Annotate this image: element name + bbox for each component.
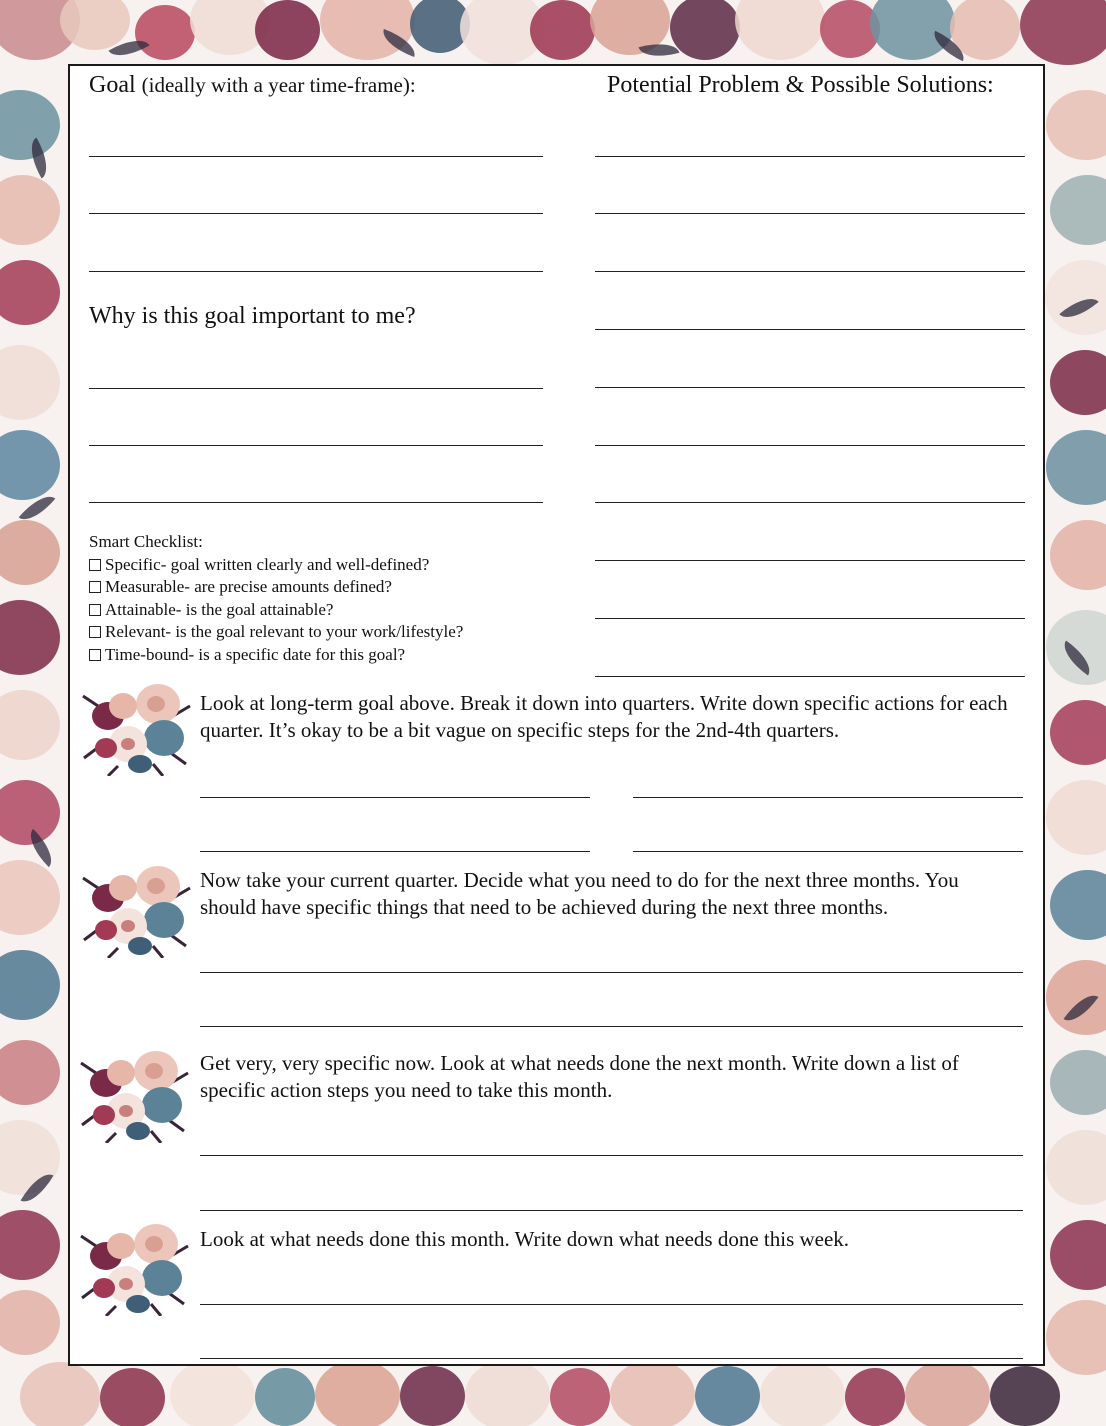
checklist-item-label: Time-bound- is a specific date for this goal?	[105, 644, 406, 664]
quarter-line[interactable]	[633, 797, 1023, 798]
why-heading: Why is this goal important to me?	[89, 303, 416, 329]
step-2-instruction: Now take your current quarter. Decide what you need to do for the next three months. You should have specific things that need to be achieved during the next three months.	[200, 868, 959, 919]
worksheet-page	[68, 64, 1045, 1366]
goal-line[interactable]	[89, 271, 543, 272]
month-plan-line[interactable]	[200, 1026, 1023, 1027]
why-line[interactable]	[89, 388, 543, 389]
checklist-item[interactable]	[89, 599, 463, 622]
checkbox-icon[interactable]	[89, 559, 101, 571]
checklist-item-label: Attainable- is the goal attainable?	[105, 599, 334, 619]
goal-line[interactable]	[89, 213, 543, 214]
solutions-line[interactable]	[595, 560, 1025, 561]
checkbox-icon[interactable]	[89, 604, 101, 616]
goal-heading-label: Goal	[89, 72, 136, 98]
checklist-item-label: Specific- goal written clearly and well-defined?	[105, 554, 430, 574]
checkbox-icon[interactable]	[89, 649, 101, 661]
checklist-item-label: Relevant- is the goal relevant to your work/lifestyle?	[105, 622, 464, 642]
bouquet-icon	[76, 1043, 194, 1143]
smart-checklist-title: Smart Checklist:	[89, 532, 203, 551]
step-4-instruction: Look at what needs done this month. Write down what needs done this week.	[200, 1227, 850, 1251]
checklist-item[interactable]	[89, 644, 463, 667]
solutions-line[interactable]	[595, 676, 1025, 677]
solutions-line[interactable]	[595, 387, 1025, 388]
bouquet-icon	[78, 858, 196, 958]
solutions-line[interactable]	[595, 445, 1025, 446]
solutions-line[interactable]	[595, 213, 1025, 214]
goal-heading-note: (ideally with a year time-frame):	[141, 73, 416, 97]
quarter-line[interactable]	[633, 851, 1023, 852]
step-3-instruction: Get very, very specific now. Look at what needs done the next month. Write down a list of specific action steps you need to take this month.	[200, 1051, 959, 1102]
week-plan-line[interactable]	[200, 1304, 1023, 1305]
smart-checklist	[89, 531, 463, 667]
solutions-line[interactable]	[595, 618, 1025, 619]
bouquet-icon	[78, 676, 196, 776]
month-plan-line[interactable]	[200, 972, 1023, 973]
week-plan-line[interactable]	[200, 1358, 1023, 1359]
why-line[interactable]	[89, 502, 543, 503]
goal-line[interactable]	[89, 156, 543, 157]
action-step-line[interactable]	[200, 1210, 1023, 1211]
checklist-item[interactable]	[89, 576, 463, 599]
solutions-line[interactable]	[595, 329, 1025, 330]
checklist-item-label: Measurable- are precise amounts defined?	[105, 577, 392, 597]
checkbox-icon[interactable]	[89, 626, 101, 638]
solutions-line[interactable]	[595, 156, 1025, 157]
solutions-line[interactable]	[595, 502, 1025, 503]
goal-heading	[89, 72, 416, 99]
checklist-item[interactable]	[89, 621, 463, 644]
solutions-heading: Potential Problem & Possible Solutions:	[607, 72, 994, 98]
quarter-line[interactable]	[200, 797, 590, 798]
bouquet-icon	[76, 1216, 194, 1316]
step-1-instruction: Look at long-term goal above. Break it down into quarters. Write down specific actions for each quarter. It’s okay to be a bit vague on specific steps for the 2nd-4th quarters.	[200, 691, 1008, 742]
quarter-line[interactable]	[200, 851, 590, 852]
solutions-line[interactable]	[595, 271, 1025, 272]
action-step-line[interactable]	[200, 1155, 1023, 1156]
checkbox-icon[interactable]	[89, 581, 101, 593]
why-line[interactable]	[89, 445, 543, 446]
checklist-item[interactable]	[89, 554, 463, 577]
